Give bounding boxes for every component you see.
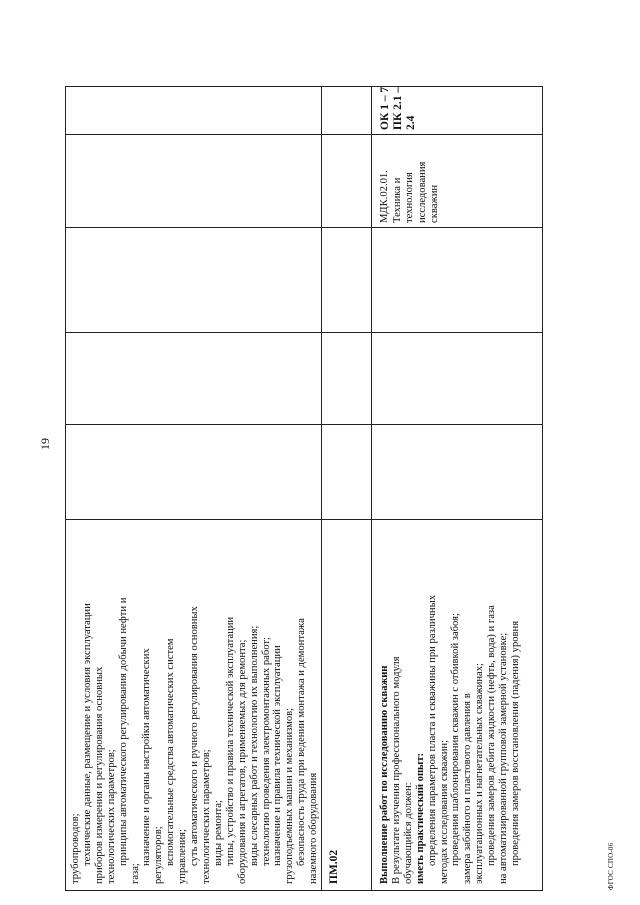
competence-cell (379, 86, 418, 130)
knowledge-line: назначение и органы настройки автоматических (141, 648, 153, 866)
footer-code: ФГОС СПО-06 (607, 842, 615, 890)
knowledge-line: технологических параметров; (200, 749, 212, 884)
knowledge-line: назначение и правила технической эксплуатации (272, 645, 284, 866)
mdk-name: Техника и технология (391, 172, 415, 223)
mdk-name: исследования скважин (416, 161, 440, 223)
practice-line: методах исследования скважин; (438, 740, 450, 884)
knowledge-line: наземного оборудования (308, 772, 320, 884)
module-intro: В результате изучения профессионального модуля (390, 656, 402, 884)
knowledge-line: управления; (177, 829, 189, 884)
module-intro: обучающийся должен: (402, 782, 414, 884)
knowledge-line: оборудования и агрегатов, применяемых для ремонта; (236, 639, 248, 884)
knowledge-line: виды ремонта; (212, 800, 224, 866)
practice-line: эксплуатационных и нагнетательных скважинах; (474, 663, 486, 884)
practice-line: проведения замеров дебита жидкости (нефть, вода) и газа (486, 605, 498, 866)
column-separator (66, 519, 542, 520)
knowledge-line: технические данные, размещение и условия эксплуатации (81, 603, 93, 866)
module-code: ПМ.02 (328, 849, 340, 884)
knowledge-line: суть автоматического и ручного регулирования основных (189, 606, 201, 866)
general-competence: ОК 1 – 7 (379, 86, 391, 130)
practice-line: на автоматизированной групповой замерной установке; (498, 632, 510, 884)
knowledge-line: технологических параметров; (105, 749, 117, 884)
column-separator (66, 227, 542, 228)
knowledge-line: принципы автоматического регулирования добычи нефти и (117, 597, 129, 866)
practice-line: проведения шаблонирования скважин с отбивкой забоя; (450, 613, 462, 866)
practice-line: замера забойного и пластового давления в (462, 693, 474, 884)
row-separator (371, 87, 372, 890)
knowledge-line: виды слесарных работ и технологию их выполнения; (248, 625, 260, 866)
practice-heading: иметь практический опыт: (414, 752, 426, 884)
knowledge-line: регуляторов; (153, 826, 165, 884)
column-separator (66, 134, 542, 135)
knowledge-line: безопасность труда при ведении монтажа и демонтажа (296, 618, 308, 866)
column-separator (66, 424, 542, 425)
knowledge-line: приборов измерения и регулирования основных (93, 666, 105, 884)
practice-line: проведения замеров восстановления (падения) уровня (509, 620, 521, 866)
knowledge-line: газа; (129, 863, 141, 884)
prev-module-knowledge (70, 524, 320, 884)
professional-competence: ПК 2.1 – 2.4 (392, 86, 417, 130)
column-separator (66, 332, 542, 333)
curriculum-table (65, 86, 543, 891)
pm02-content (379, 522, 522, 884)
mdk-cell (379, 135, 442, 223)
module-title: Выполнение работ по исследованию скважин (379, 665, 390, 884)
practice-line: определения параметров пласта и скважины при различных (426, 594, 438, 866)
knowledge-line: вспомогательные средства автоматических систем (165, 638, 177, 866)
knowledge-line: трубопроводов; (70, 813, 81, 884)
knowledge-line: типы, устройство и правила технической эксплуатации (224, 616, 236, 866)
row-separator (321, 87, 322, 890)
knowledge-line: технологию проведения электромонтажных работ; (260, 637, 272, 866)
mdk-code: МДК.02.01. (379, 170, 390, 223)
page-number: 19 (38, 438, 52, 450)
knowledge-line: грузоподъемных машин и механизмов; (284, 707, 296, 884)
